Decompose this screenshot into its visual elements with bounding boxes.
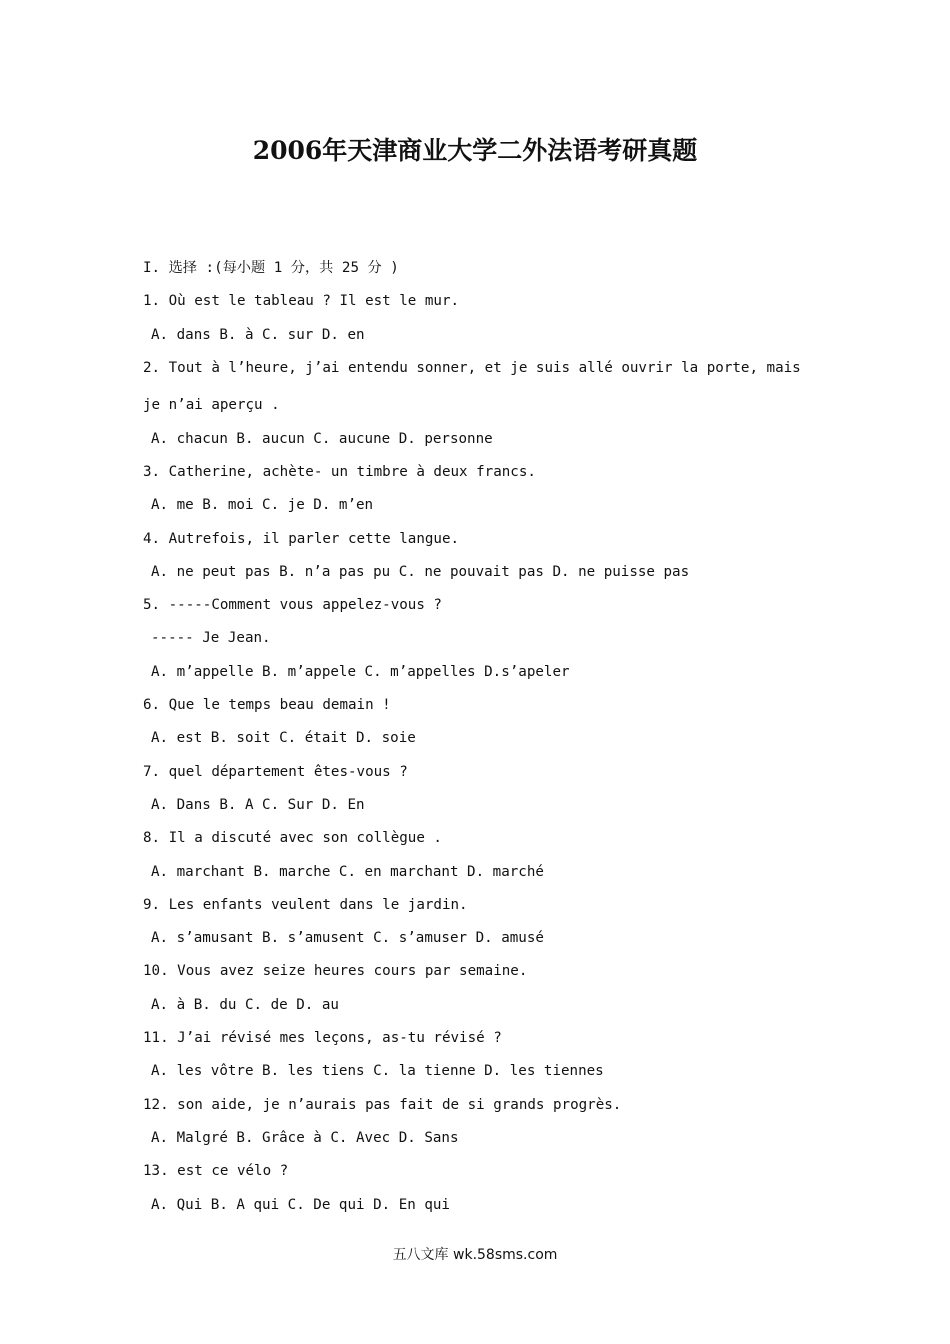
question-9-stem: 9. Les enfants veulent dans le jardin. <box>143 896 468 913</box>
question-5-reply: ----- Je Jean. <box>151 630 271 647</box>
question-6-options: A. est B. soit C. était D. soie <box>151 730 416 747</box>
question-10-options: A. à B. du C. de D. au <box>151 996 339 1013</box>
question-13-options: A. Qui B. A qui C. De qui D. En qui <box>151 1196 450 1213</box>
question-2-options: A. chacun B. aucun C. aucune D. personne <box>151 430 493 447</box>
question-9-options: A. s’amusant B. s’amusent C. s’amuser D. amusé <box>151 930 544 947</box>
question-4-options: A. ne peut pas B. n’a pas pu C. ne pouvait pas D. ne puisse pas <box>151 563 690 580</box>
question-12-stem: 12. son aide, je n’aurais pas fait de si grands progrès. <box>143 1096 622 1113</box>
question-7-stem: 7. quel département êtes-vous ? <box>143 763 408 780</box>
question-8-stem: 8. Il a discuté avec son collègue . <box>143 830 442 847</box>
footer-watermark: 五八文库 wk.58sms.com <box>392 1247 558 1263</box>
question-5-stem: 5. -----Comment vous appelez-vous ? <box>143 597 442 614</box>
question-8-options: A. marchant B. marche C. en marchant D. marché <box>151 863 544 880</box>
question-5-options: A. m’appelle B. m’appele C. m’appelles D.s’apeler <box>151 663 570 680</box>
question-1-stem: 1. Où est le tableau ? Il est le mur. <box>143 293 460 310</box>
question-12-options: A. Malgré B. Grâce à C. Avec D. Sans <box>151 1129 459 1146</box>
question-2-stem: 2. Tout à l’heure, j’ai entendu sonner, et je suis allé ouvrir la porte, mais <box>143 359 801 376</box>
question-11-options: A. les vôtre B. les tiens C. la tienne D. les tiennes <box>151 1063 604 1080</box>
question-2-stem-continued: je n’ai aperçu . <box>143 397 280 414</box>
section-heading: I. 选择 :(每小题 1 分，共 25 分 ) <box>143 260 399 276</box>
question-6-stem: 6. Que le temps beau demain ! <box>143 697 391 714</box>
question-4-stem: 4. Autrefois, il parler cette langue. <box>143 530 460 547</box>
question-13-stem: 13. est ce vélo ? <box>143 1163 289 1180</box>
question-list <box>143 252 823 1222</box>
question-7-options: A. Dans B. A C. Sur D. En <box>151 796 365 813</box>
question-1-options: A. dans B. à C. sur D. en <box>151 326 365 343</box>
question-11-stem: 11. J’ai révisé mes leçons, as-tu révisé ? <box>143 1030 502 1047</box>
question-3-options: A. me B. moi C. je D. m’en <box>151 497 374 514</box>
question-3-stem: 3. Catherine, achète- un timbre à deux francs. <box>143 463 536 480</box>
question-10-stem: 10. Vous avez seize heures cours par semaine. <box>143 963 528 980</box>
page-title: 2006年天津商业大学二外法语考研真题 <box>252 136 698 165</box>
